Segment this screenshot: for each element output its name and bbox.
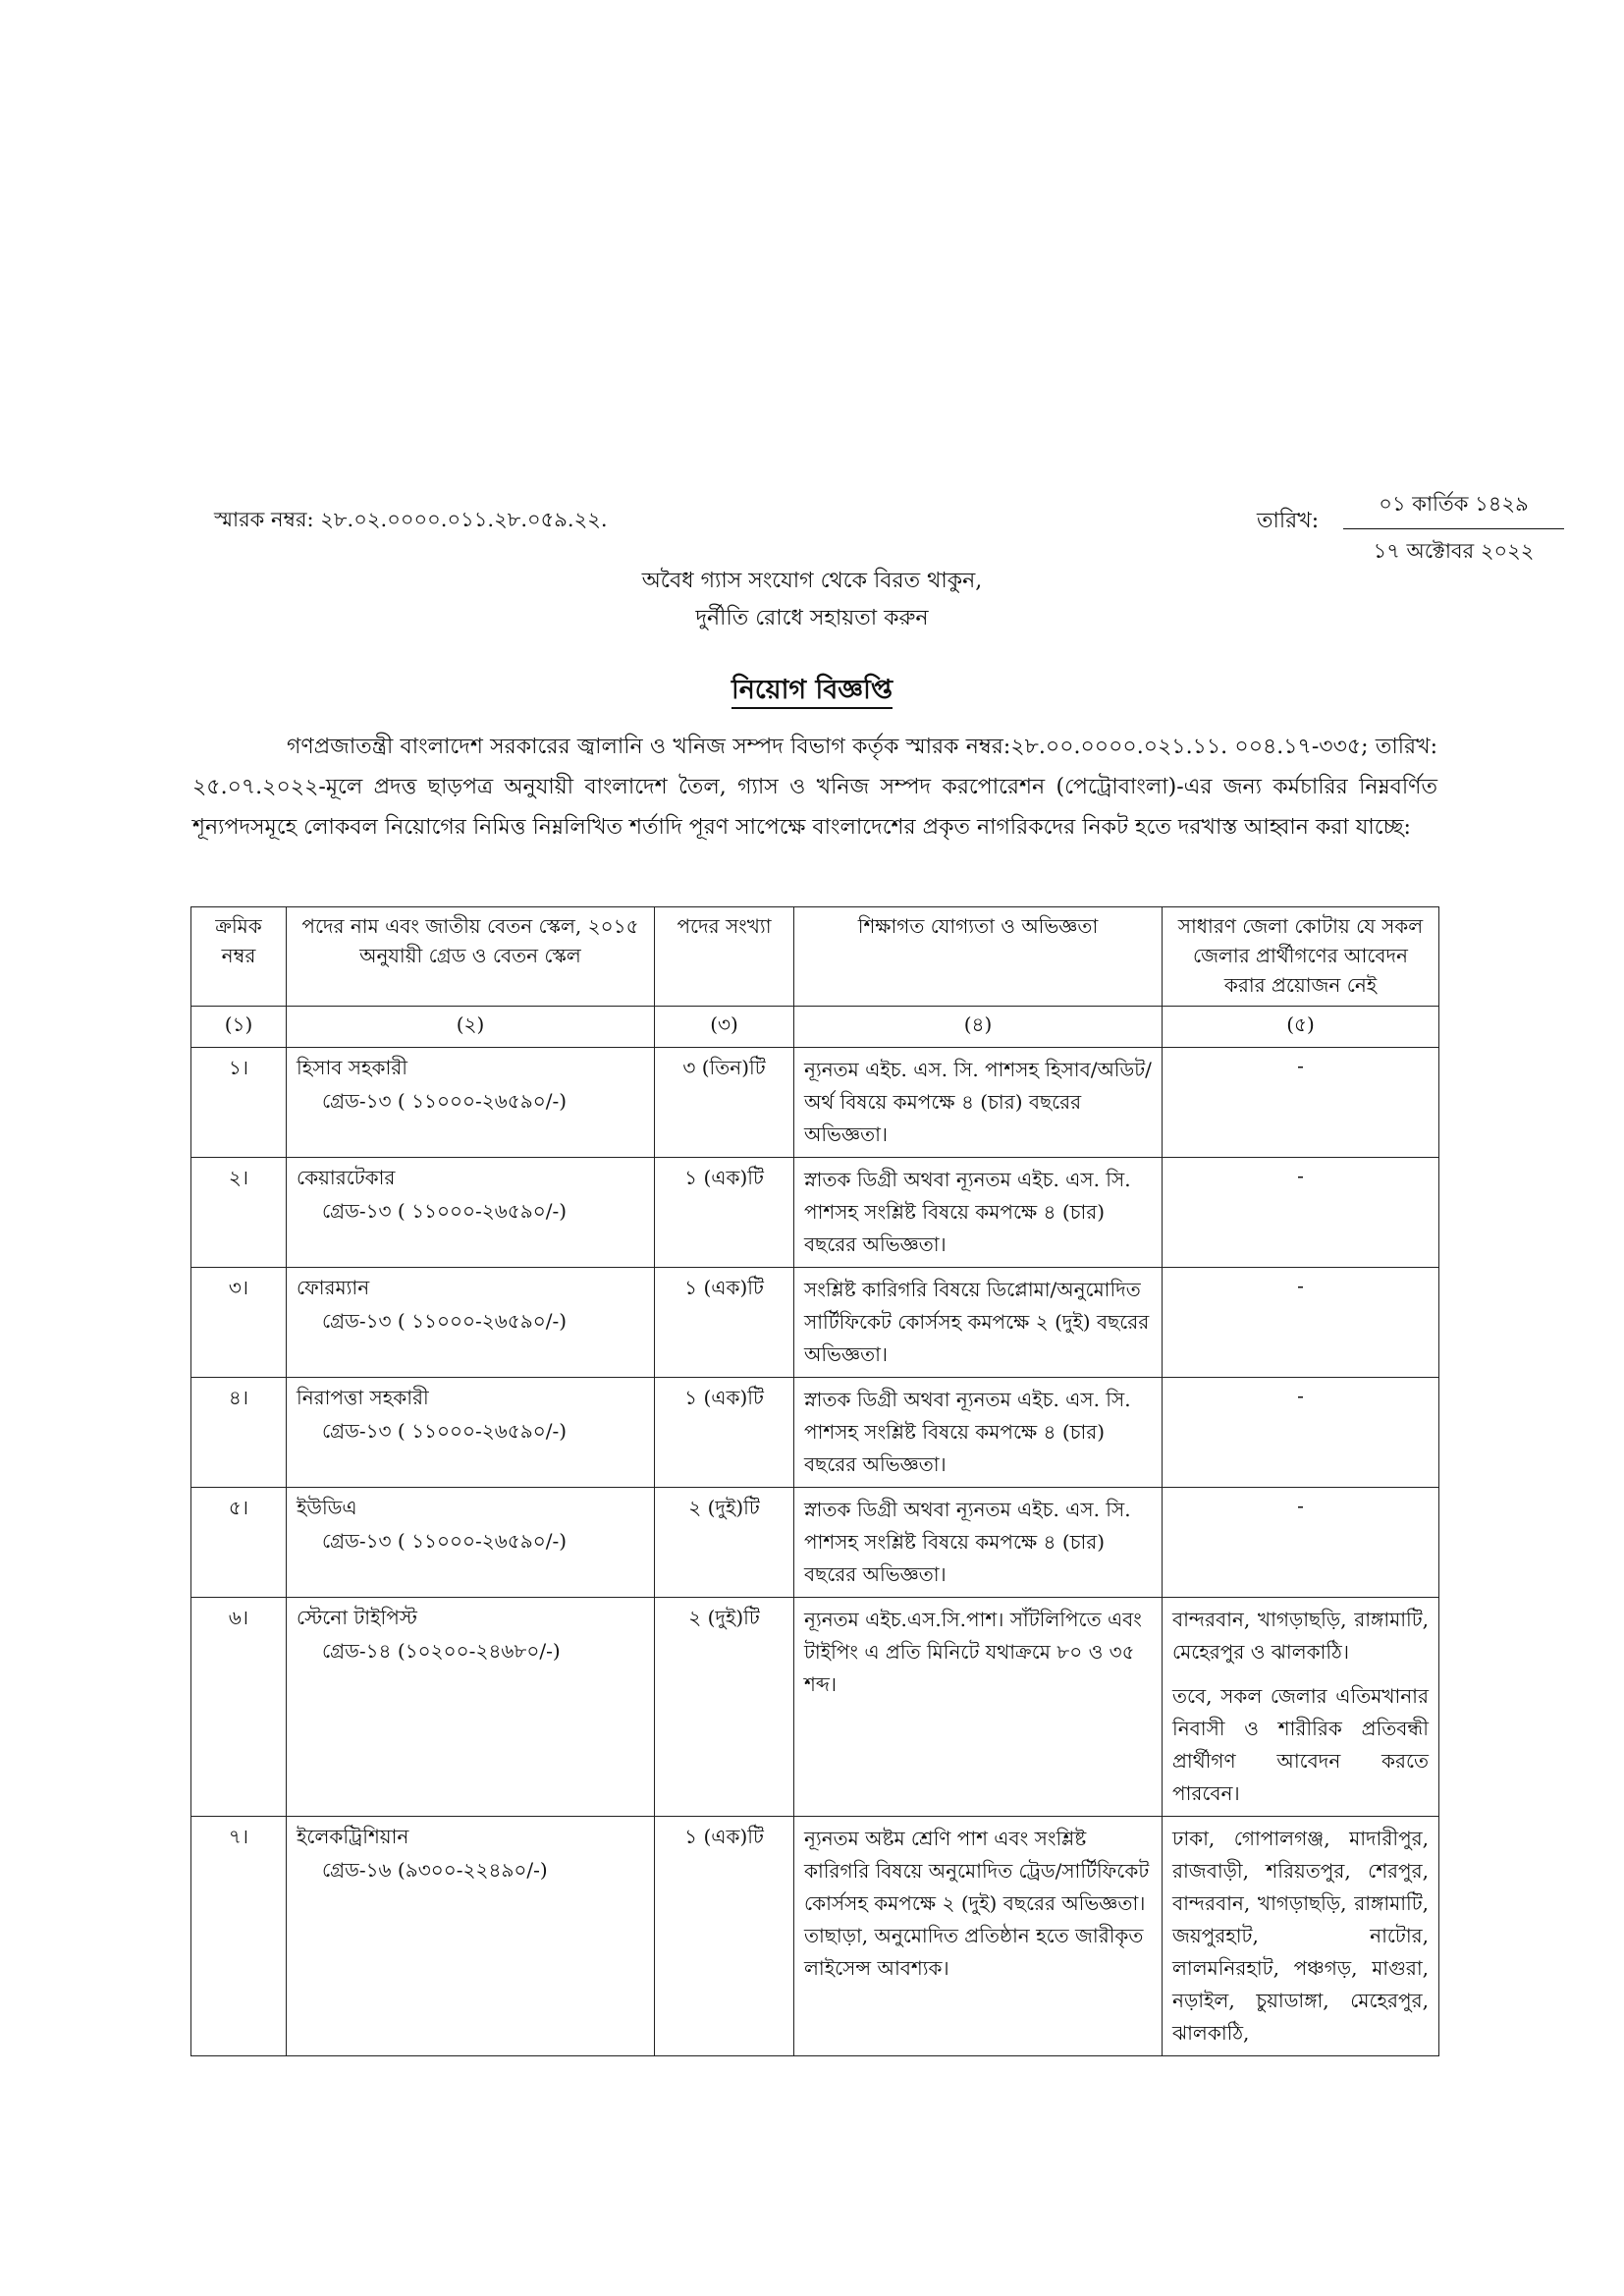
- table-header-row: [191, 907, 1439, 1007]
- post-cell: [287, 1158, 655, 1268]
- post-cell: [287, 1817, 655, 2056]
- qualification: ন্যূনতম এইচ. এস. সি. পাশসহ হিসাব/অডিট/অর্থ বিষয়ে কমপক্ষে ৪ (চার) বছরের অভিজ্ঞতা।: [794, 1048, 1163, 1158]
- quota-cell: [1163, 1817, 1439, 2056]
- post-name: ইউডিএ: [297, 1496, 357, 1519]
- post-grade: গ্রেড-১৪ (১০২০০-২৪৬৮০/-): [322, 1639, 561, 1663]
- header-quota: সাধারণ জেলা কোটায় যে সকল জেলার প্রার্থীগণের আবেদন করার প্রয়োজন নেই: [1163, 907, 1439, 1007]
- quota-districts: ঢাকা, গোপালগঞ্জ, মাদারীপুর, রাজবাড়ী, শরিয়তপুর, শেরপুর, বান্দরবান, খাগড়াছড়ি, রাঙ্গামাটি, জয়পুরহাট, নাটোর, লালমনিরহাট, পঞ্চগড়, মাগুরা, নড়াইল, চুয়াডাঙ্গা, মেহেরপুর, ঝালকাঠি,: [1172, 1827, 1429, 2045]
- table-row: [191, 1048, 1439, 1158]
- post-cell: [287, 1048, 655, 1158]
- post-cell: [287, 1488, 655, 1598]
- col-number: (৫): [1163, 1007, 1439, 1048]
- column-number-row: [191, 1007, 1439, 1048]
- post-cell: [287, 1378, 655, 1488]
- post-name: কেয়ারটেকার: [297, 1166, 396, 1189]
- post-name: হিসাব সহকারী: [297, 1056, 407, 1079]
- post-grade: গ্রেড-১৩ ( ১১০০০-২৬৫৯০/-): [322, 1419, 568, 1443]
- post-grade: গ্রেড-১৩ ( ১১০০০-২৬৫৯০/-): [322, 1309, 568, 1333]
- post-count: ২ (দুই)টি: [655, 1598, 794, 1817]
- qualification: ন্যূনতম এইচ.এস.সি.পাশ। সাঁটলিপিতে এবং টাইপিং এ প্রতি মিনিটে যথাক্রমে ৮০ ও ৩৫ শব্দ।: [794, 1598, 1163, 1817]
- post-name: ফোরম্যান: [297, 1276, 370, 1299]
- header-count: পদের সংখ্যা: [655, 907, 794, 1007]
- header-post: পদের নাম এবং জাতীয় বেতন স্কেল, ২০১৫ অনুযায়ী গ্রেড ও বেতন স্কেল: [287, 907, 655, 1007]
- post-name: ইলেকট্রিশিয়ান: [297, 1825, 409, 1848]
- date-bangla: ০১ কার্তিক ১৪২৯: [1343, 488, 1564, 529]
- col-number: (১): [191, 1007, 287, 1048]
- header-qualification: শিক্ষাগত যোগ্যতা ও অভিজ্ঞতা: [794, 907, 1163, 1007]
- table-row: [191, 1378, 1439, 1488]
- row-serial: ২।: [191, 1158, 287, 1268]
- col-number: (২): [287, 1007, 655, 1048]
- post-count: ১ (এক)টি: [655, 1158, 794, 1268]
- qualification: ন্যূনতম অষ্টম শ্রেণি পাশ এবং সংশ্লিষ্ট কারিগরি বিষয়ে অনুমোদিত ট্রেড/সার্টিফিকেট কোর্সসহ কমপক্ষে ২ (দুই) বছরের অভিজ্ঞতা। তাছাড়া, অনুমোদিত প্রতিষ্ঠান হতে জারীকৃত লাইসেন্স আবশ্যক।: [794, 1817, 1163, 2056]
- post-name: নিরাপত্তা সহকারী: [297, 1386, 429, 1409]
- col-number: (৩): [655, 1007, 794, 1048]
- table-row: [191, 1817, 1439, 2056]
- row-serial: ১।: [191, 1048, 287, 1158]
- table-row: [191, 1158, 1439, 1268]
- table-row: [191, 1268, 1439, 1378]
- quota-cell: -: [1163, 1378, 1439, 1488]
- quota-cell: -: [1163, 1268, 1439, 1378]
- qualification: স্নাতক ডিগ্রী অথবা ন্যূনতম এইচ. এস. সি. পাশসহ সংশ্লিষ্ট বিষয়ে কমপক্ষে ৪ (চার) বছরের অভিজ্ঞতা।: [794, 1378, 1163, 1488]
- slogan-line-2: দুর্নীতি রোধে সহায়তা করুন: [695, 606, 929, 630]
- row-serial: ৫।: [191, 1488, 287, 1598]
- date-block: [1343, 488, 1564, 570]
- quota-cell: -: [1163, 1048, 1439, 1158]
- post-grade: গ্রেড-১৩ ( ১১০০০-২৬৫৯০/-): [322, 1199, 568, 1223]
- row-serial: ৭।: [191, 1817, 287, 2056]
- table-row: [191, 1598, 1439, 1817]
- date-english: ১৭ অক্টোবর ২০২২: [1373, 539, 1535, 563]
- vacancy-table: [190, 906, 1439, 2056]
- post-count: ১ (এক)টি: [655, 1817, 794, 2056]
- qualification: স্নাতক ডিগ্রী অথবা ন্যূনতম এইচ. এস. সি. পাশসহ সংশ্লিষ্ট বিষয়ে কমপক্ষে ৪ (চার) বছরের অভিজ্ঞতা।: [794, 1488, 1163, 1598]
- intro-paragraph: গণপ্রজাতন্ত্রী বাংলাদেশ সরকারের জ্বালানি ও খনিজ সম্পদ বিভাগ কর্তৃক স্মারক নম্বর:২৮.০০.০০০০.০২১.১১. ০০৪.১৭-৩৩৫; তারিখ: ২৫.০৭.২০২২-মূলে প্রদত্ত ছাড়পত্র অনুযায়ী বাংলাদেশ তৈল, গ্যাস ও খনিজ সম্পদ করপোরেশন (পেট্রোবাংলা)-এর জন্য কর্মচারির নিম্নবর্ণিত শূন্যপদসমূহে লোকবল নিয়োগের নিমিত্ত নিম্নলিখিত শর্তাদি পূরণ সাপেক্ষে বাংলাদেশের প্রকৃত নাগরিকদের নিকট হতে দরখাস্ত আহ্বান করা যাচ্ছে:: [192, 735, 1437, 840]
- slogan-line-1: অবৈধ গ্যাস সংযোগ থেকে বিরত থাকুন,: [641, 569, 983, 593]
- post-grade: গ্রেড-১৬ (৯৩০০-২২৪৯০/-): [322, 1858, 548, 1882]
- date-label: তারিখ:: [1257, 509, 1320, 533]
- qualification: স্নাতক ডিগ্রী অথবা ন্যূনতম এইচ. এস. সি. পাশসহ সংশ্লিষ্ট বিষয়ে কমপক্ষে ৪ (চার) বছরের অভিজ্ঞতা।: [794, 1158, 1163, 1268]
- post-count: ২ (দুই)টি: [655, 1488, 794, 1598]
- row-serial: ৪।: [191, 1378, 287, 1488]
- quota-cell: [1163, 1598, 1439, 1817]
- post-count: ৩ (তিন)টি: [655, 1048, 794, 1158]
- notice-heading-text: নিয়োগ বিজ্ঞপ্তি: [731, 675, 893, 709]
- notice-heading: [0, 670, 1624, 714]
- row-serial: ৩।: [191, 1268, 287, 1378]
- post-name: স্টেনো টাইপিস্ট: [297, 1606, 417, 1629]
- qualification: সংশ্লিষ্ট কারিগরি বিষয়ে ডিপ্লোমা/অনুমোদিত সার্টিফিকেট কোর্সসহ কমপক্ষে ২ (দুই) বছরের অভিজ্ঞতা।: [794, 1268, 1163, 1378]
- post-count: ১ (এক)টি: [655, 1268, 794, 1378]
- post-cell: [287, 1598, 655, 1817]
- row-serial: ৬।: [191, 1598, 287, 1817]
- table-row: [191, 1488, 1439, 1598]
- post-grade: গ্রেড-১৩ ( ১১০০০-২৬৫৯০/-): [322, 1089, 568, 1113]
- post-count: ১ (এক)টি: [655, 1378, 794, 1488]
- quota-cell: -: [1163, 1158, 1439, 1268]
- memo-number: স্মারক নম্বর: ২৮.০২.০০০০.০১১.২৮.০৫৯.২২.: [214, 508, 608, 531]
- col-number: (৪): [794, 1007, 1163, 1048]
- header-serial: ক্রমিক নম্বর: [191, 907, 287, 1007]
- quota-cell: -: [1163, 1488, 1439, 1598]
- quota-note: তবে, সকল জেলার এতিমখানার নিবাসী ও শারীরিক প্রতিবন্ধী প্রার্থীগণ আবেদন করতে পারবেন।: [1172, 1684, 1429, 1805]
- post-cell: [287, 1268, 655, 1378]
- quota-districts: বান্দরবান, খাগড়াছড়ি, রাঙ্গামাটি, মেহেরপুর ও ঝালকাঠি।: [1172, 1608, 1429, 1664]
- post-grade: গ্রেড-১৩ ( ১১০০০-২৬৫৯০/-): [322, 1529, 568, 1553]
